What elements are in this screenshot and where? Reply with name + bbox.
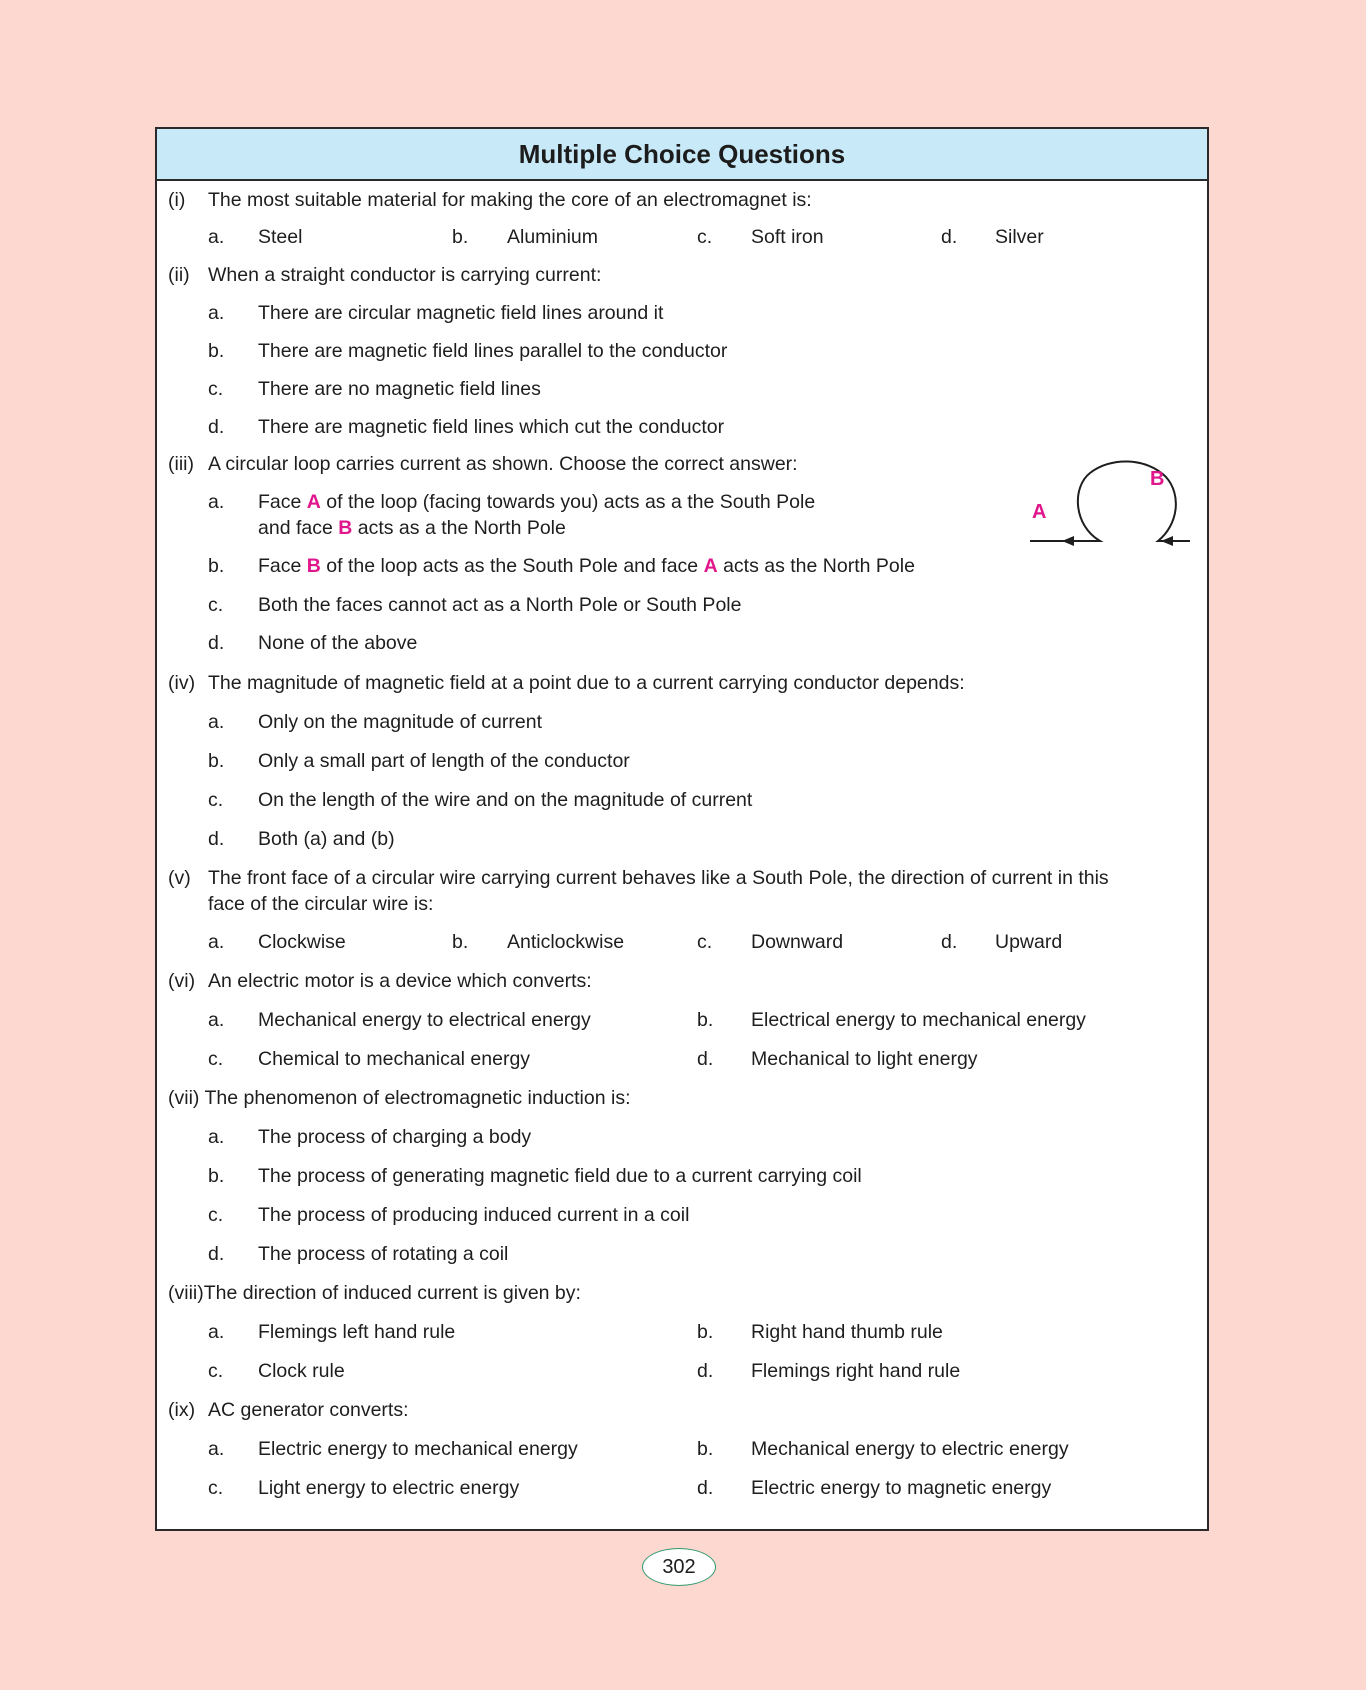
question-3-option-a-line2: and face B acts as a the North Pole (258, 517, 566, 539)
section-title: Multiple Choice Questions (157, 129, 1207, 181)
question-5-text-line2: face of the circular wire is: (208, 893, 434, 915)
question-1-number: (i) (168, 189, 186, 211)
question-4-text: The magnitude of magnetic field at a point due to a current carrying conductor depends: (208, 672, 965, 694)
question-2-number: (ii) (168, 264, 190, 286)
mcq-panel (155, 127, 1209, 1531)
question-8-option-c: Clock rule (258, 1360, 345, 1382)
question-1-text: The most suitable material for making the core of an electromagnet is: (208, 189, 812, 211)
left-arrow-icon (1062, 536, 1074, 546)
question-6-option-b: Electrical energy to mechanical energy (751, 1009, 1086, 1031)
diagram-label-a: A (1032, 501, 1047, 523)
question-5-option-a-letter: a. (208, 931, 225, 953)
question-2-option-a: There are circular magnetic field lines around it (258, 302, 664, 324)
question-3-option-c: Both the faces cannot act as a North Pole or South Pole (258, 594, 742, 616)
question-3-text: A circular loop carries current as shown. Choose the correct answer: (208, 453, 798, 475)
question-1-option-a: Steel (258, 226, 303, 248)
question-1-option-d: Silver (995, 226, 1044, 248)
current-loop-wire (1030, 461, 1190, 541)
question-7-option-d: The process of rotating a coil (258, 1243, 509, 1265)
diagram-label-b: B (1150, 468, 1165, 490)
question-5-option-a: Clockwise (258, 931, 346, 953)
question-9-option-d: Electric energy to magnetic energy (751, 1477, 1052, 1499)
question-6-option-d: Mechanical to light energy (751, 1048, 978, 1070)
question-7-option-a-letter: a. (208, 1126, 225, 1148)
question-6-text: An electric motor is a device which converts: (208, 970, 592, 992)
question-7-option-c-letter: c. (208, 1204, 224, 1226)
question-5-option-b: Anticlockwise (507, 931, 625, 953)
question-4-option-b-letter: b. (208, 750, 225, 772)
question-2-text: When a straight conductor is carrying current: (208, 264, 602, 286)
question-5-number: (v) (168, 867, 191, 889)
question-4-option-d-letter: d. (208, 828, 225, 850)
question-3-option-b-letter: b. (208, 555, 225, 577)
question-4-option-d: Both (a) and (b) (258, 828, 395, 850)
question-1-option-b-letter: b. (452, 226, 469, 248)
question-6-option-a: Mechanical energy to electrical energy (258, 1009, 591, 1031)
question-9-number: (ix) (168, 1399, 196, 1421)
question-2-option-b-letter: b. (208, 340, 225, 362)
question-9-option-d-letter: d. (697, 1477, 714, 1499)
circular-loop-diagram (1028, 455, 1198, 550)
question-6-option-a-letter: a. (208, 1009, 225, 1031)
question-2-option-d-letter: d. (208, 416, 225, 438)
question-1-option-c-letter: c. (697, 226, 713, 248)
question-8-option-b-letter: b. (697, 1321, 714, 1343)
question-3-option-d: None of the above (258, 632, 418, 654)
question-2-option-c: There are no magnetic field lines (258, 378, 541, 400)
question-6-option-b-letter: b. (697, 1009, 714, 1031)
question-6-option-c: Chemical to mechanical energy (258, 1048, 531, 1070)
question-5-option-d: Upward (995, 931, 1063, 953)
question-3-option-a: Face A of the loop (facing towards you) acts as a the South Pole (258, 491, 816, 513)
question-8-number: (viii)The direction of induced current is given by: (168, 1282, 581, 1304)
question-1-option-b: Aluminium (507, 226, 599, 248)
question-1-option-a-letter: a. (208, 226, 225, 248)
question-5-option-c-letter: c. (697, 931, 713, 953)
question-3-option-d-letter: d. (208, 632, 225, 654)
question-2-option-d: There are magnetic field lines which cut the conductor (258, 416, 725, 438)
question-6-option-d-letter: d. (697, 1048, 714, 1070)
question-7-option-b: The process of generating magnetic field due to a current carrying coil (258, 1165, 862, 1187)
question-9-option-b: Mechanical energy to electric energy (751, 1438, 1069, 1460)
face-a-label: A (306, 491, 321, 513)
question-3-option-a-letter: a. (208, 491, 225, 513)
question-9-option-b-letter: b. (697, 1438, 714, 1460)
question-4-option-a-letter: a. (208, 711, 225, 733)
question-8-option-d: Flemings right hand rule (751, 1360, 961, 1382)
question-1-option-d-letter: d. (941, 226, 958, 248)
question-6-number: (vi) (168, 970, 196, 992)
question-4-option-c: On the length of the wire and on the magnitude of current (258, 789, 753, 811)
question-3-option-b: Face B of the loop acts as the South Pole and face A acts as the North Pole (258, 555, 915, 577)
question-4-option-b: Only a small part of length of the conductor (258, 750, 630, 772)
question-9-option-a-letter: a. (208, 1438, 225, 1460)
question-1-option-c: Soft iron (751, 226, 824, 248)
question-8-option-a-letter: a. (208, 1321, 225, 1343)
question-6-option-c-letter: c. (208, 1048, 224, 1070)
question-5-option-b-letter: b. (452, 931, 469, 953)
question-7-option-a: The process of charging a body (258, 1126, 532, 1148)
question-5-option-d-letter: d. (941, 931, 958, 953)
question-4-number: (iv) (168, 672, 196, 694)
question-3-number: (iii) (168, 453, 194, 475)
question-8-option-c-letter: c. (208, 1360, 224, 1382)
question-3-option-c-letter: c. (208, 594, 224, 616)
face-b-label: B (306, 555, 321, 577)
question-8-option-a: Flemings left hand rule (258, 1321, 456, 1343)
question-9-option-c: Light energy to electric energy (258, 1477, 520, 1499)
question-7-number: (vii) The phenomenon of electromagnetic induction is: (168, 1087, 631, 1109)
question-9-option-c-letter: c. (208, 1477, 224, 1499)
question-7-option-b-letter: b. (208, 1165, 225, 1187)
question-5-text: The front face of a circular wire carrying current behaves like a South Pole, the direction of current in this (208, 867, 1109, 889)
question-7-option-c: The process of producing induced current in a coil (258, 1204, 690, 1226)
question-9-text: AC generator converts: (208, 1399, 409, 1421)
question-2-option-c-letter: c. (208, 378, 224, 400)
question-9-option-a: Electric energy to mechanical energy (258, 1438, 578, 1460)
page-number-badge: 302 (642, 1548, 716, 1586)
question-5-option-c: Downward (751, 931, 844, 953)
question-7-option-d-letter: d. (208, 1243, 225, 1265)
question-4-option-a: Only on the magnitude of current (258, 711, 542, 733)
face-b-label: B (338, 517, 353, 539)
question-2-option-b: There are magnetic field lines parallel to the conductor (258, 340, 728, 362)
question-2-option-a-letter: a. (208, 302, 225, 324)
face-a-label: A (703, 555, 718, 577)
question-8-option-b: Right hand thumb rule (751, 1321, 943, 1343)
question-8-option-d-letter: d. (697, 1360, 714, 1382)
question-4-option-c-letter: c. (208, 789, 224, 811)
